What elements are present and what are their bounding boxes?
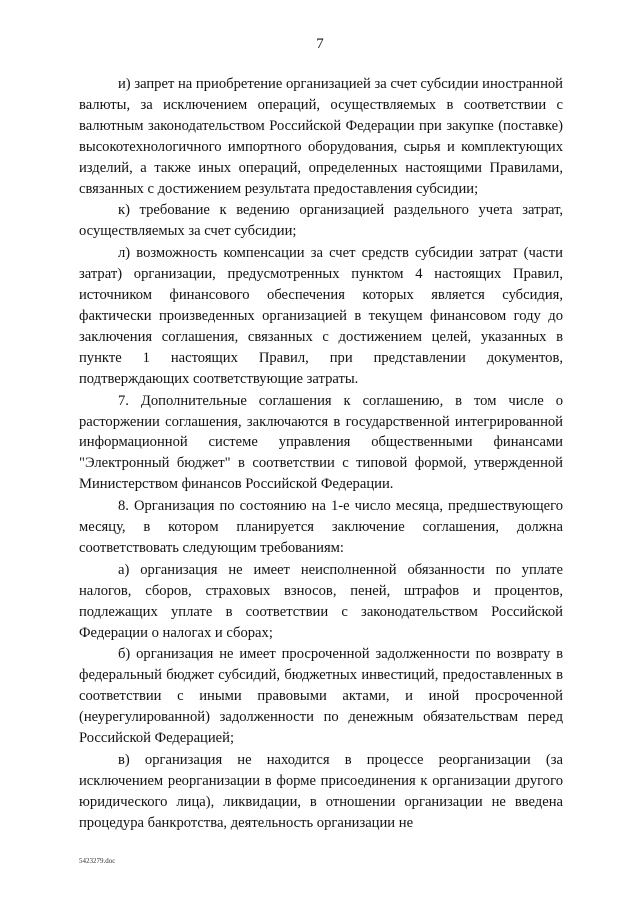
- paragraph-item-k: к) требование к ведению организацией раздельного учета затрат, осуществляемых за счет субсидии;: [79, 202, 563, 240]
- paragraph-item-b: б) организация не имеет просроченной задолженности по возврату в федеральный бюджет субсидий, бюджетных инвестиций, предоставленных в соответствии с иными правовыми актами, и иной просроченной (неурегулированной) задолженности по денежным обязательствам перед Российской Федерацией;: [79, 646, 563, 747]
- document-body: [79, 74, 563, 834]
- paragraph-item-a: а) организация не имеет неисполненной обязанности по уплате налогов, сборов, страховых взносов, пеней, штрафов и процентов, подлежащих уплате в соответствии с законодательством Российской Федерации о налогах и сборах;: [79, 561, 563, 641]
- paragraph-item-v: в) организация не находится в процессе реорганизации (за исключением реорганизации в форме присоединения к организации другого юридического лица), ликвидации, в отношении организации не введена процедура банкротства, деятельность организации не: [79, 752, 563, 831]
- page-number: 7: [316, 36, 324, 52]
- document-file-id: 5423279.doc: [79, 857, 116, 865]
- paragraph-section-7: 7. Дополнительные соглашения к соглашению, в том числе о расторжении соглашения, заключаются в государственной интегрированной информационной системе управления общественными финансами "Электронный бюджет" в соответствии с типовой формой, утвержденной Министерством финансов Российской Федерации.: [79, 392, 563, 493]
- paragraph-section-8: 8. Организация по состоянию на 1-е число месяца, предшествующего месяцу, в котором планируется заключение соглашения, должна соответствовать следующим требованиям:: [79, 498, 563, 556]
- paragraph-item-l: л) возможность компенсации за счет средств субсидии затрат (части затрат) организации, предусмотренных пунктом 4 настоящих Правил, источником финансового обеспечения которых является субсидия, фактически произведенных организацией в текущем финансовом году до заключения соглашения, связанных с достижением целей, указанных в пункте 1 настоящих Правил, при представлении документов, подтверждающих соответствующие затраты.: [79, 245, 563, 387]
- paragraph-item-i: и) запрет на приобретение организацией за счет субсидии иностранной валюты, за исключением операций, осуществляемых в соответствии с валютным законодательством Российской Федерации при закупке (поставке) высокотехнологичного импортного оборудования, сырья и комплектующих изделий, а также иных операций, определенных настоящими Правилами, связанных с достижением результата предоставления субсидии;: [79, 76, 563, 197]
